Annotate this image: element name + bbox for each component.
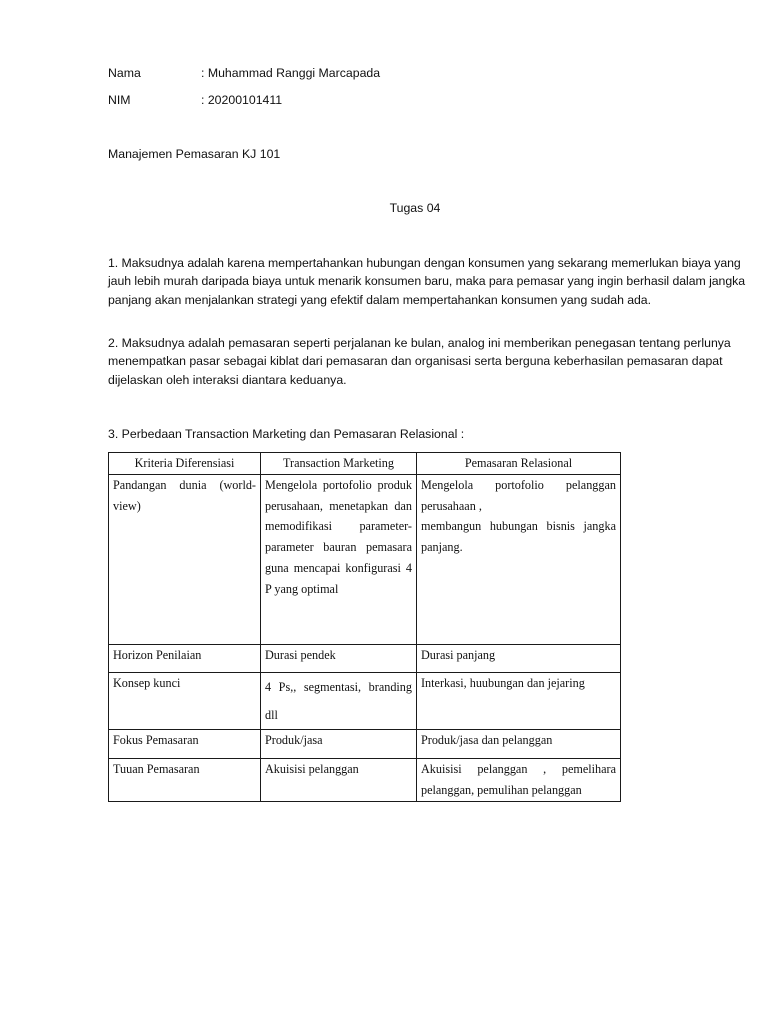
table-cell-relational: Produk/jasa dan pelanggan [417,729,621,758]
table-row [109,729,621,758]
table-cell-transaction: Produk/jasa [261,729,417,758]
answer-3-heading: 3. Perbedaan Transaction Marketing dan Pemasaran Relasional : [108,427,465,441]
table-row [109,474,621,644]
column-header-relational: Pemasaran Relasional [417,453,621,475]
table-cell-relational-line: Mengelola portofolio pelanggan perusahaan , [421,477,616,513]
table-cell-transaction: 4 Ps,, segmentasi, branding dll [261,672,417,729]
column-header-transaction: Transaction Marketing [261,453,417,475]
table-cell-criteria: Tuuan Pemasaran [109,758,261,801]
table-cell-criteria: Pandangan dunia (world-view) [109,474,261,644]
table-header-row [109,453,621,475]
nim-label: NIM [108,93,131,107]
table-cell-transaction: Akuisisi pelanggan [261,758,417,801]
table-cell-transaction: Durasi pendek [261,644,417,672]
table-cell-criteria: Fokus Pemasaran [109,729,261,758]
table-row [109,644,621,672]
table-cell-criteria: Konsep kunci [109,672,261,729]
comparison-table [108,452,621,802]
nim-value: : 20200101411 [201,93,283,107]
answer-2: 2. Maksudnya adalah pemasaran seperti perjalanan ke bulan, analog ini memberikan penegasan tentang perlunya menempatkan pasar sebagai kiblat dari pemasaran dan organisasi serta berguna keberhasilan pemasaran dapat dijelaskan oleh interaksi diantara keduanya. [108,336,731,387]
table-row [109,672,621,729]
table-cell-relational: Durasi panjang [417,644,621,672]
table-row [109,758,621,801]
table-cell-criteria: Horizon Penilaian [109,644,261,672]
table-cell-relational [417,474,621,644]
name-label: Nama [108,66,141,80]
table-cell-relational: Interkasi, huubungan dan jejaring [417,672,621,729]
assignment-title: Tugas 04 [389,201,441,215]
column-header-criteria: Kriteria Diferensiasi [109,453,261,475]
course-title: Manajemen Pemasaran KJ 101 [108,147,281,161]
answer-1: 1. Maksudnya adalah karena mempertahankan hubungan dengan konsumen yang sekarang memerlukan biaya yang jauh lebih murah daripada biaya untuk menarik konsumen baru, maka para pemasar yang ingin berhasil dalam jangka panjang akan menjalankan strategi yang efektif dalam mempertahankan konsumen yang sudah ada. [108,256,745,307]
name-value: : Muhammad Ranggi Marcapada [201,66,381,80]
table-cell-relational-line: membangun hubungan bisnis jangka panjang. [421,519,616,555]
table-cell-transaction: Mengelola portofolio produk perusahaan, menetapkan dan memodifikasi parameter-parameter bauran pemasara guna mencapai konfigurasi 4 P yang optimal [261,474,417,644]
table-cell-relational: Akuisisi pelanggan , pemelihara pelanggan, pemulihan pelanggan [417,758,621,801]
